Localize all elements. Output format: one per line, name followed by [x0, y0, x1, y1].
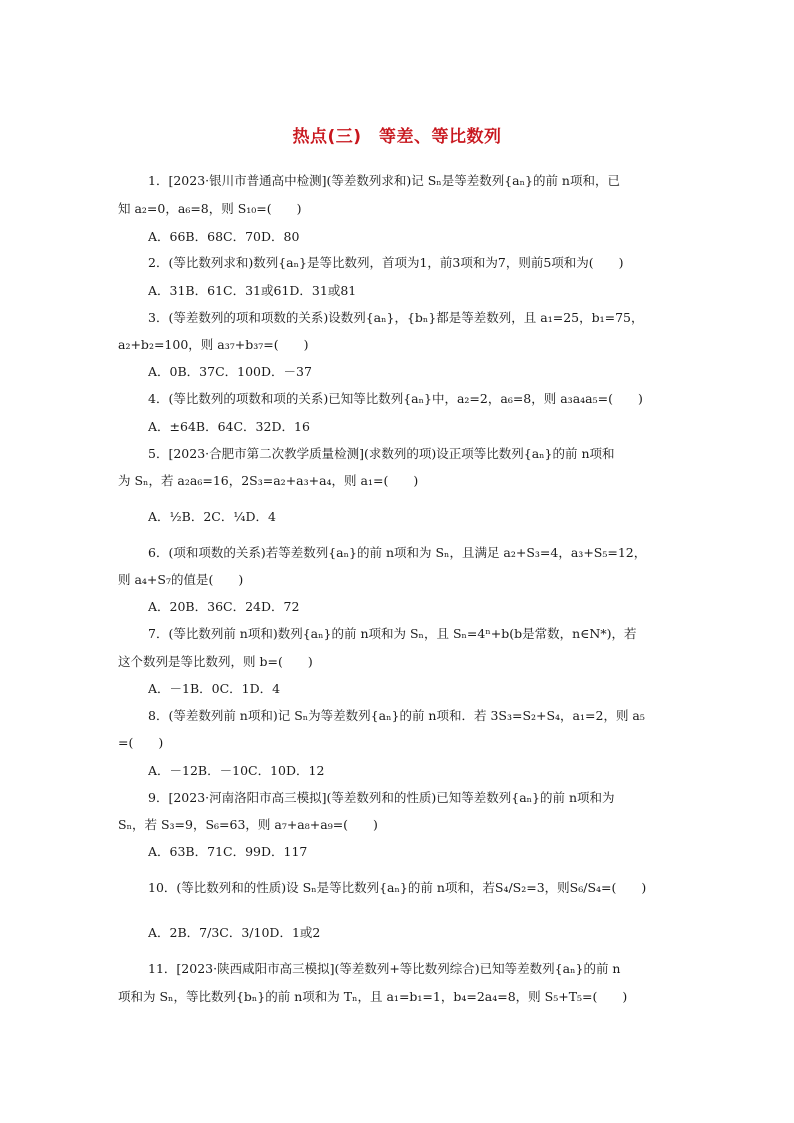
question-9-options: A．63B．71C．99D．117 — [148, 844, 308, 859]
question-10-line-1: 10．(等比数列和的性质)设 Sₙ是等比数列{aₙ}的前 n项和，若S₄/S₂=3，则S₆/S₄=( ) — [148, 880, 647, 895]
question-3-line-1: 3．(等差数列的项和项数的关系)设数列{aₙ}，{bₙ}都是等差数列，且 a₁=25，b₁=75， — [148, 310, 644, 325]
question-2-line-1: 2．(等比数列求和)数列{aₙ}是等比数列，首项为1，前3项和为7，则前5项和为( ) — [148, 255, 624, 270]
question-8-line-2: =( ) — [118, 735, 164, 750]
question-9-line-2: Sₙ，若 S₃=9，S₆=63，则 a₇+a₈+a₉=( ) — [118, 817, 378, 832]
question-5-line-2: 为 Sₙ，若 a₂a₆=16，2S₃=a₂+a₃+a₄，则 a₁=( ) — [118, 473, 419, 488]
question-10-options: A．2B．7/3C．3/10D．1或2 — [148, 925, 321, 940]
question-3-line-2: a₂+b₂=100，则 a₃₇+b₃₇=( ) — [118, 337, 309, 352]
question-6-line-2: 则 a₄+S₇的值是( ) — [118, 572, 244, 587]
question-5-options: A．½B．2C．¼D．4 — [148, 509, 276, 524]
question-8-options: A．－12B．－10C．10D．12 — [148, 763, 325, 778]
question-8-line-1: 8．(等差数列前 n项和)记 Sₙ为等差数列{aₙ}的前 n项和．若 3S₃=S₂+S₄，a₁=2，则 a₅ — [148, 708, 645, 723]
question-6-options: A．20B．36C．24D．72 — [148, 599, 300, 614]
question-1-line-2: 知 a₂=0，a₆=8，则 S₁₀=( ) — [118, 201, 302, 216]
question-1-options: A．66B．68C．70D．80 — [148, 229, 300, 244]
question-3-options: A．0B．37C．100D．－37 — [148, 364, 312, 379]
question-4-line-1: 4．(等比数列的项数和项的关系)已知等比数列{aₙ}中，a₂=2，a₆=8，则 a₃a₄a₅=( ) — [148, 391, 643, 406]
question-7-line-2: 这个数列是等比数列，则 b=( ) — [118, 654, 313, 669]
question-11-line-1: 11．[2023·陕西咸阳市高三模拟](等差数列+等比数列综合)已知等差数列{aₙ}的前 n — [148, 961, 621, 976]
question-6-line-1: 6．(项和项数的关系)若等差数列{aₙ}的前 n项和为 Sₙ，且满足 a₂+S₃=4，a₃+S₅=12， — [148, 545, 647, 560]
question-2-options: A．31B．61C．31或61D．31或81 — [148, 283, 357, 298]
question-7-line-1: 7．(等比数列前 n项和)数列{aₙ}的前 n项和为 Sₙ，且 Sₙ=4ⁿ+b(b是常数，n∈N*)，若 — [148, 626, 637, 641]
question-5-line-1: 5．[2023·合肥市第二次教学质量检测](求数列的项)设正项等比数列{aₙ}的前 n项和 — [148, 446, 615, 461]
page-title: 热点(三) 等差、等比数列 — [292, 127, 502, 147]
question-1-line-1: 1．[2023·银川市普通高中检测](等差数列求和)记 Sₙ是等差数列{aₙ}的前 n项和，已 — [148, 173, 620, 188]
question-9-line-1: 9．[2023·河南洛阳市高三模拟](等差数列和的性质)已知等差数列{aₙ}的前 n项和为 — [148, 790, 615, 805]
question-7-options: A．－1B．0C．1D．4 — [148, 681, 281, 696]
question-11-line-2: 项和为 Sₙ，等比数列{bₙ}的前 n项和为 Tₙ，且 a₁=b₁=1，b₄=2a₄=8，则 S₅+T₅=( ) — [118, 989, 628, 1004]
question-4-options: A．±64B．64C．32D．16 — [148, 419, 310, 434]
